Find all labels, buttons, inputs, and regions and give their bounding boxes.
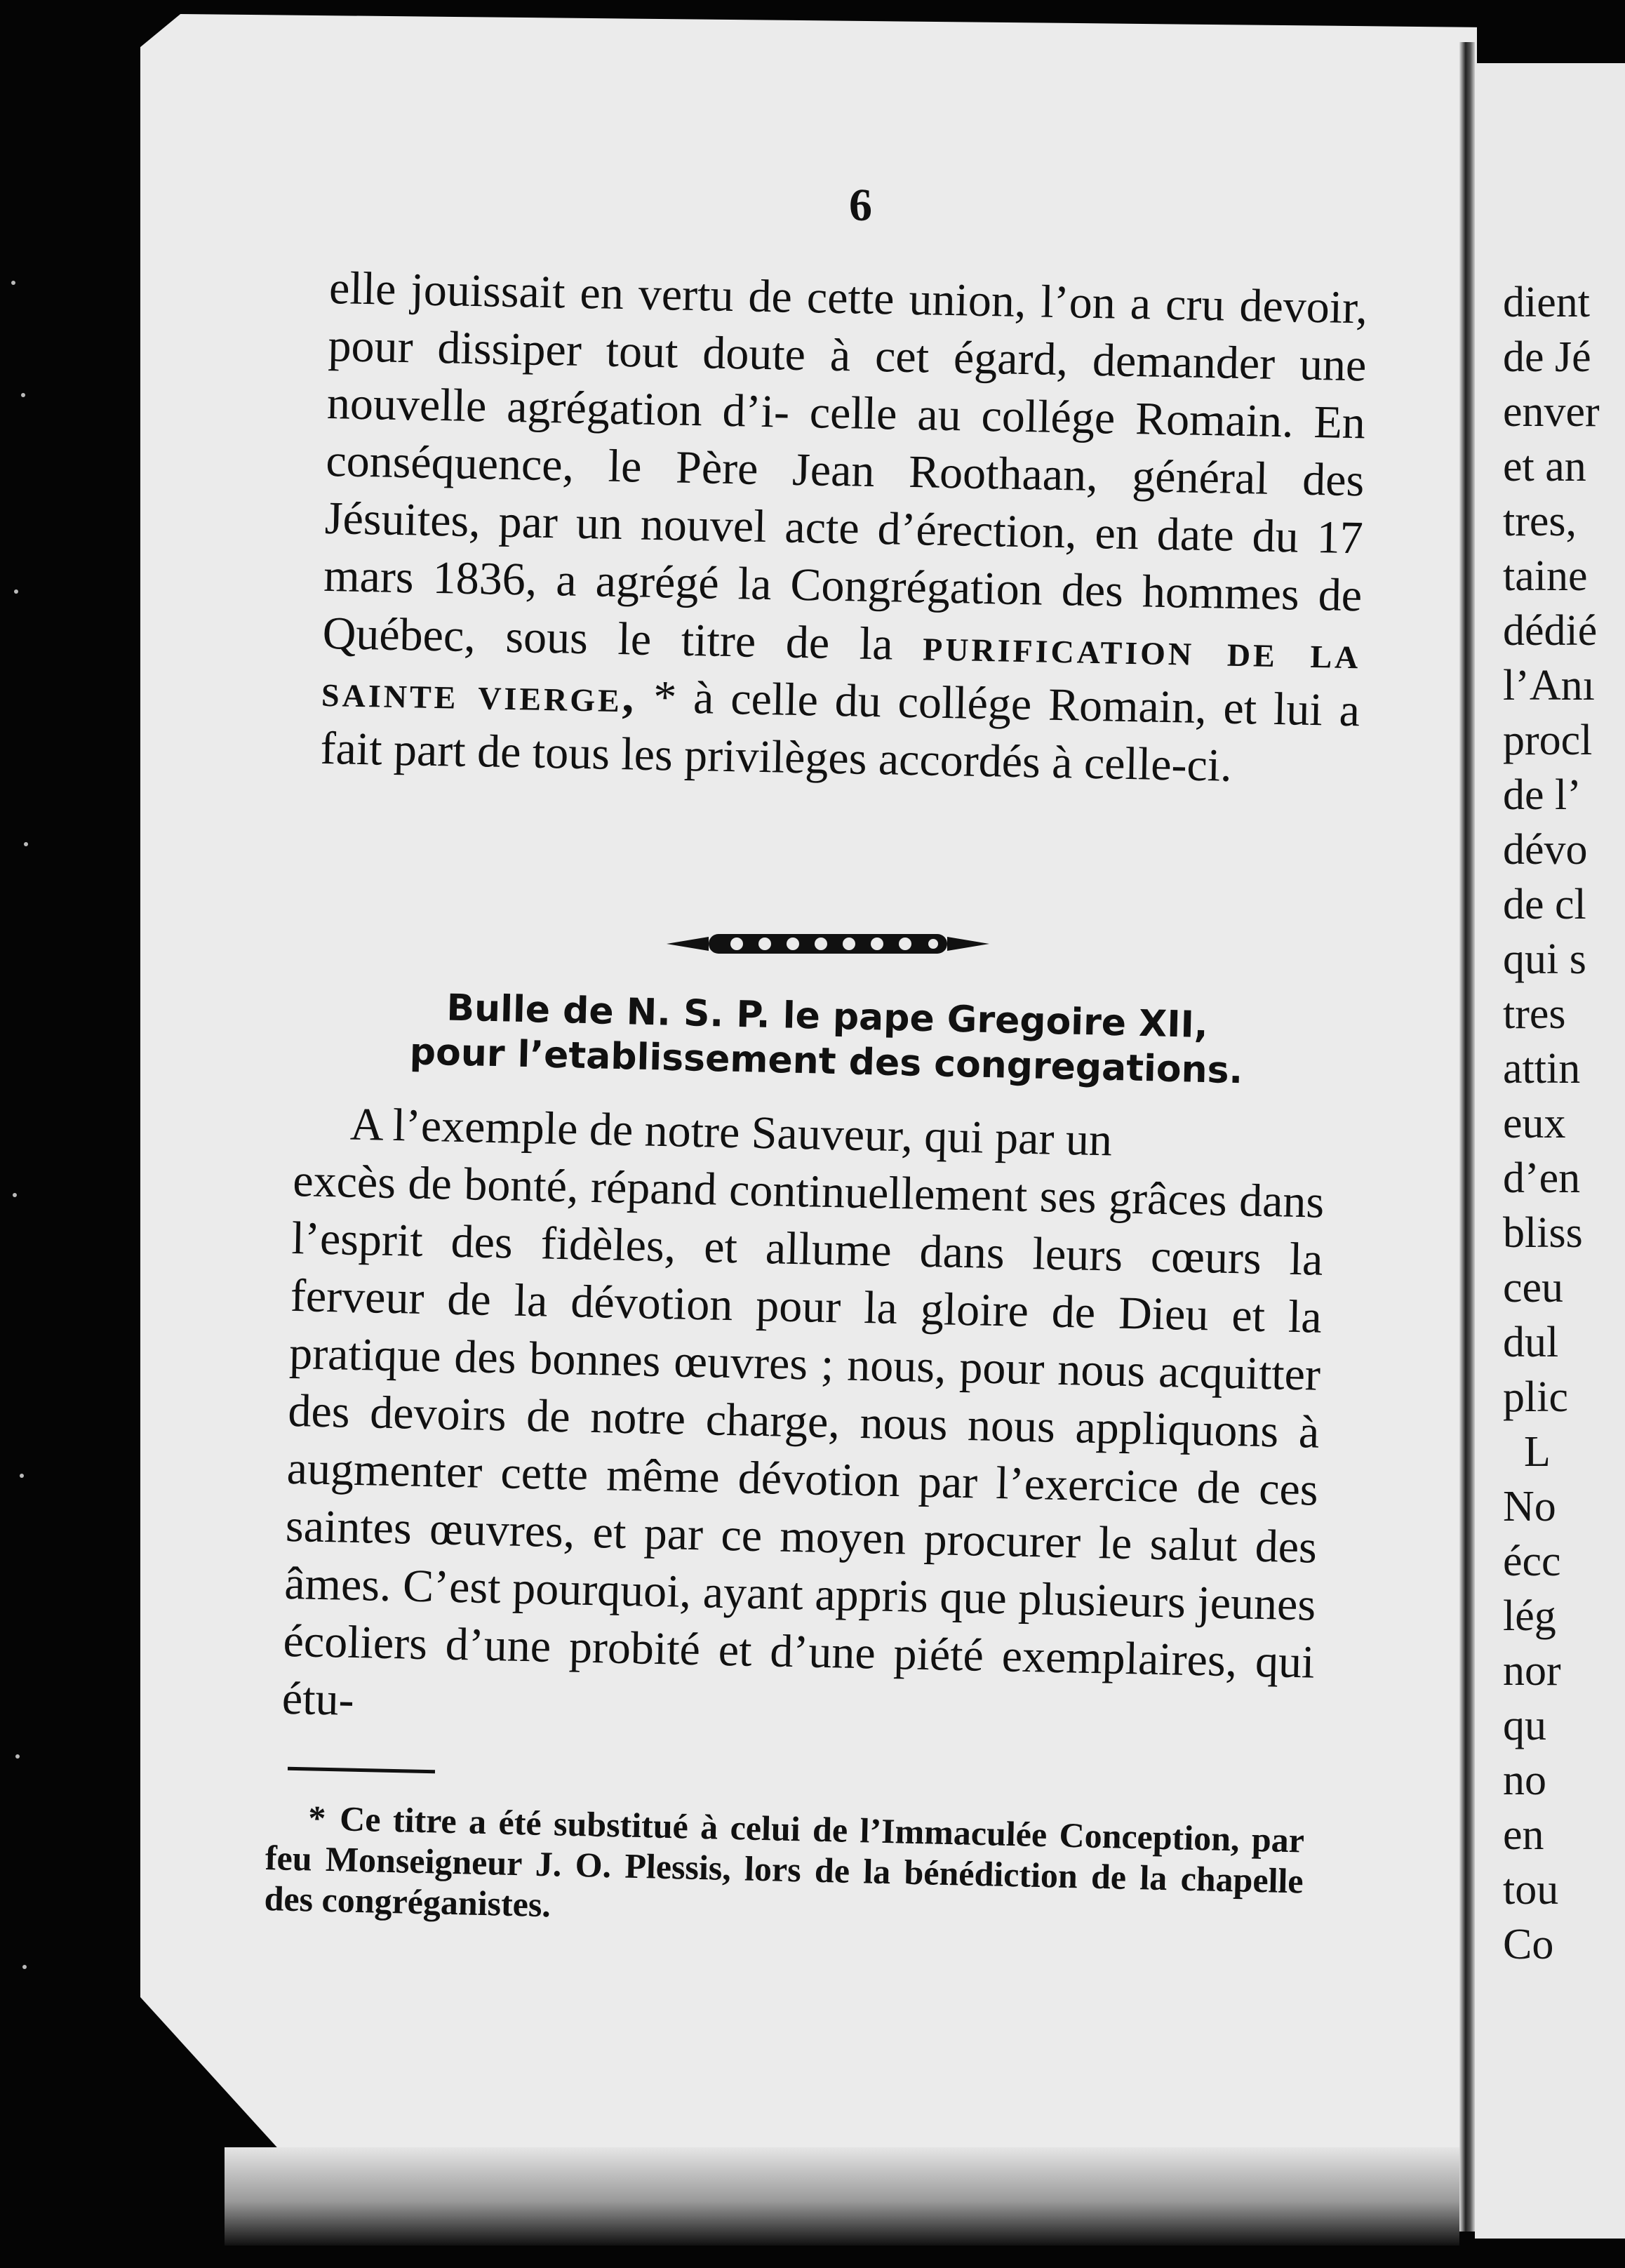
facing-page-fragment: en	[1503, 1811, 1544, 1859]
facing-page-fragment: no	[1503, 1756, 1546, 1804]
paragraph-1-line: égard, demander une nouvelle agrégation d’i-	[326, 332, 1367, 438]
facing-page	[1475, 63, 1625, 2239]
facing-page-fragment: enver	[1503, 388, 1600, 436]
facing-page-fragment: attin	[1503, 1045, 1581, 1093]
facing-page-fragment: procl	[1503, 716, 1593, 764]
page-bottom-edge	[225, 2147, 1459, 2246]
facing-page-fragment: dédié	[1503, 607, 1598, 655]
facing-page-fragment: de l’	[1503, 771, 1581, 819]
page-number: 6	[849, 180, 872, 231]
book-gutter	[1459, 42, 1475, 2232]
facing-page-fragment: tou	[1503, 1866, 1559, 1914]
footnote-reference: *	[653, 671, 677, 723]
paragraph-2	[281, 1095, 1326, 1749]
paragraph-2-body: excès de bonté, répand continuellement ses grâces dans l’esprit des fidèles, et allume dans leurs cœurs la ferveur de la dévotion pour la gloire de Dieu et la pratique des bonnes œuvres ; nous, pour nous acquitter des devoirs de notre charge, nous nous appliquons à augmenter cette même dévotion par l’exercice de ces saintes œuvres, et par ce moyen procurer le salut des âmes. C’est pourquoi, ayant appris que plusieurs jeunes écoliers d’une probité et d’une piété exemplaires, qui étu-	[281, 1154, 1325, 1726]
facing-page-fragment: qui s	[1503, 935, 1586, 983]
paragraph-1-line: elle jouissait en vertu de cette union, l’on a	[328, 262, 1151, 330]
footnote-marker: *	[307, 1798, 326, 1838]
heading-line-2: pour l’etablissement des congregations.	[409, 1031, 1243, 1093]
heading-line-1: Bulle de N. S. P. le pape Gregoire XII,	[446, 987, 1209, 1047]
footnote	[264, 1796, 1305, 1942]
facing-page-fragment: et an	[1503, 443, 1586, 491]
facing-page-fragment: bliss	[1503, 1209, 1583, 1257]
facing-page-fragment: l’Anı	[1503, 662, 1595, 709]
facing-page-fragment: eux	[1503, 1100, 1566, 1147]
smallcaps-title: purification de la sainte vierge,	[321, 619, 1362, 723]
facing-page-fragment: taine	[1503, 552, 1588, 600]
paragraph-1-line: hommes de Québec, sous le titre de la	[322, 566, 1363, 670]
facing-page-fragment: qu	[1503, 1702, 1546, 1749]
facing-page-fragment: de Jé	[1503, 333, 1591, 381]
facing-page-fragment: de cl	[1503, 881, 1586, 928]
facing-page-fragment: lég	[1503, 1592, 1556, 1640]
paragraph-1-line: par un nouvel acte d’érection, en date du 17	[497, 495, 1364, 564]
footnote-text: Ce titre a été substitué à celui de l’Immaculée Conception, par feu Monseigneur J. O. Plessis, lors de la bénédiction de la chapelle des congréganistes.	[264, 1799, 1305, 1925]
facing-page-fragment: dient	[1503, 279, 1590, 326]
facing-page-fragment: tres	[1503, 990, 1566, 1038]
facing-page-fragment: d’en	[1503, 1154, 1581, 1202]
scan-specks	[7, 211, 35, 2035]
facing-page-fragment: Co	[1503, 1921, 1554, 1968]
facing-page-fragment: No	[1503, 1483, 1556, 1530]
paragraph-1	[320, 260, 1368, 797]
paragraph-1-ending: à celle du collége Romain, et lui a fait part de tous les privilèges accordés à celle-ci.	[319, 672, 1360, 792]
paragraph-1-line: celle au collége Romain. En conséquence,	[325, 387, 1366, 491]
facing-page-fragment: nor	[1503, 1647, 1561, 1695]
paragraph-2-first-line: A l’exemple de notre Sauveur, qui par un	[349, 1098, 1113, 1166]
facing-page-fragment: tres,	[1503, 498, 1577, 545]
paragraph-1-line: le Père Jean Roothaan, général des Jésuites,	[324, 440, 1365, 547]
facing-page-fragment: dévo	[1503, 826, 1588, 874]
facing-page-fragment: plic	[1503, 1373, 1568, 1421]
facing-page-fragment: L	[1524, 1428, 1551, 1476]
paragraph-1-line: mars 1836, a agrégé la Congrégation des	[323, 549, 1124, 617]
ornament-divider	[667, 923, 989, 965]
paragraph-1-line: cru devoir, pour dissiper tout doute à cet	[327, 278, 1368, 383]
facing-page-fragment: ceu	[1503, 1264, 1564, 1312]
facing-page-fragment: dul	[1503, 1319, 1559, 1366]
facing-page-fragment: écc	[1503, 1537, 1561, 1585]
